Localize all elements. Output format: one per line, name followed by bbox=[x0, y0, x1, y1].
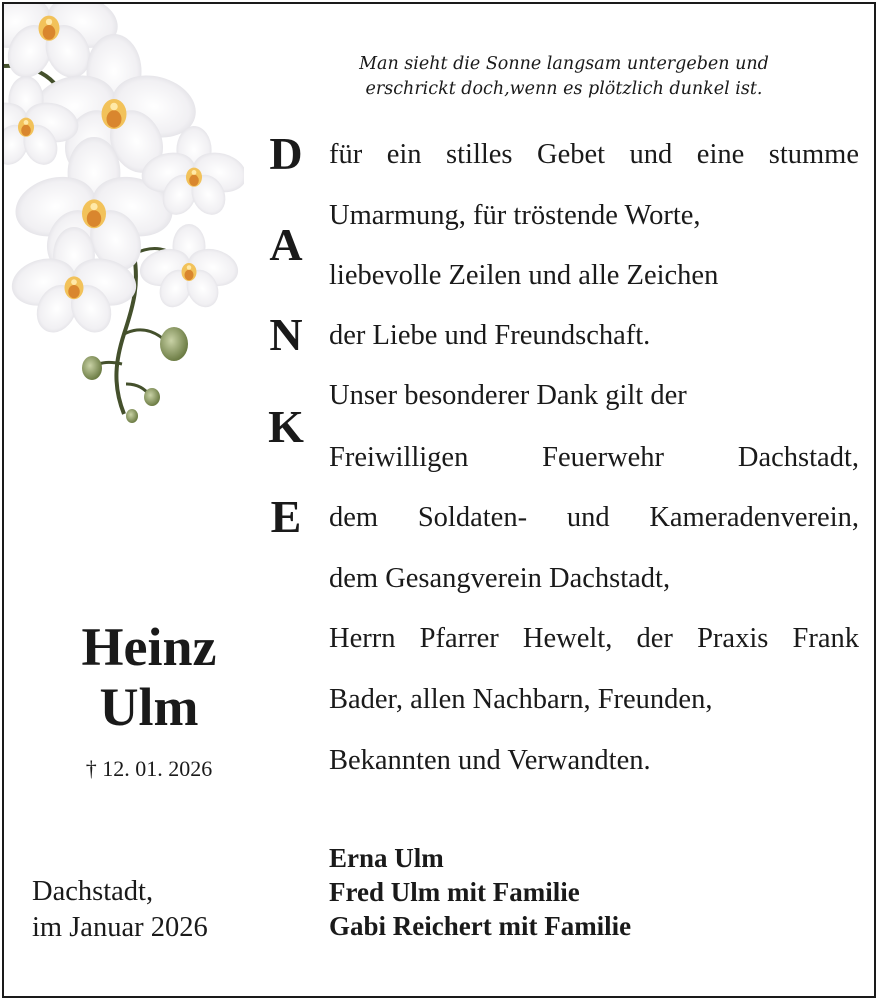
date-line: im Januar 2026 bbox=[32, 912, 208, 943]
thanks-text-line: Bekannten und Verwandten. bbox=[329, 745, 651, 776]
thanks-text-line: Herrn Pfarrer Hewelt, der Praxis Frank bbox=[329, 623, 859, 654]
signer-name: Fred Ulm mit Familie bbox=[329, 877, 580, 907]
thanks-text-line: Unser besonderer Dank gilt der bbox=[329, 380, 687, 411]
obituary-card bbox=[2, 2, 876, 998]
death-date: † 12. 01. 2026 bbox=[85, 756, 213, 781]
thanks-text-line: liebevolle Zeilen und alle Zeichen bbox=[329, 260, 719, 291]
danke-letter-d: D bbox=[269, 128, 303, 179]
deceased-first-name: Heinz bbox=[81, 617, 217, 677]
orchid-flower-image bbox=[4, 4, 244, 434]
memorial-quote bbox=[304, 52, 824, 102]
quote-line: erschrickt doch,wenn es plötzlich dunkel ist. bbox=[365, 79, 763, 99]
thanks-text-line: für ein stilles Gebet und eine stumme bbox=[329, 139, 859, 170]
deceased-last-name: Ulm bbox=[99, 677, 199, 737]
thanks-text-line: der Liebe und Freundschaft. bbox=[329, 320, 651, 351]
thanks-text-line: dem Soldaten- und Kameradenverein, bbox=[329, 502, 859, 533]
danke-letter-n: N bbox=[269, 309, 303, 360]
place-line: Dachstadt, bbox=[32, 876, 154, 907]
signer-name: Erna Ulm bbox=[329, 843, 444, 873]
thanks-text-line: Freiwilligen Feuerwehr Dachstadt, bbox=[329, 442, 859, 473]
thanks-text-line: dem Gesangverein Dachstadt, bbox=[329, 563, 671, 594]
quote-line: Man sieht die Sonne langsam untergeben und bbox=[359, 54, 769, 74]
signer-name: Gabi Reichert mit Familie bbox=[329, 911, 632, 941]
danke-letter-a: A bbox=[269, 219, 303, 270]
danke-letter-e: E bbox=[270, 491, 302, 542]
danke-letter-k: K bbox=[268, 401, 304, 452]
thanks-text-line: Umarmung, für tröstende Worte, bbox=[329, 200, 701, 231]
thanks-text-line: Bader, allen Nachbarn, Freunden, bbox=[329, 684, 713, 715]
